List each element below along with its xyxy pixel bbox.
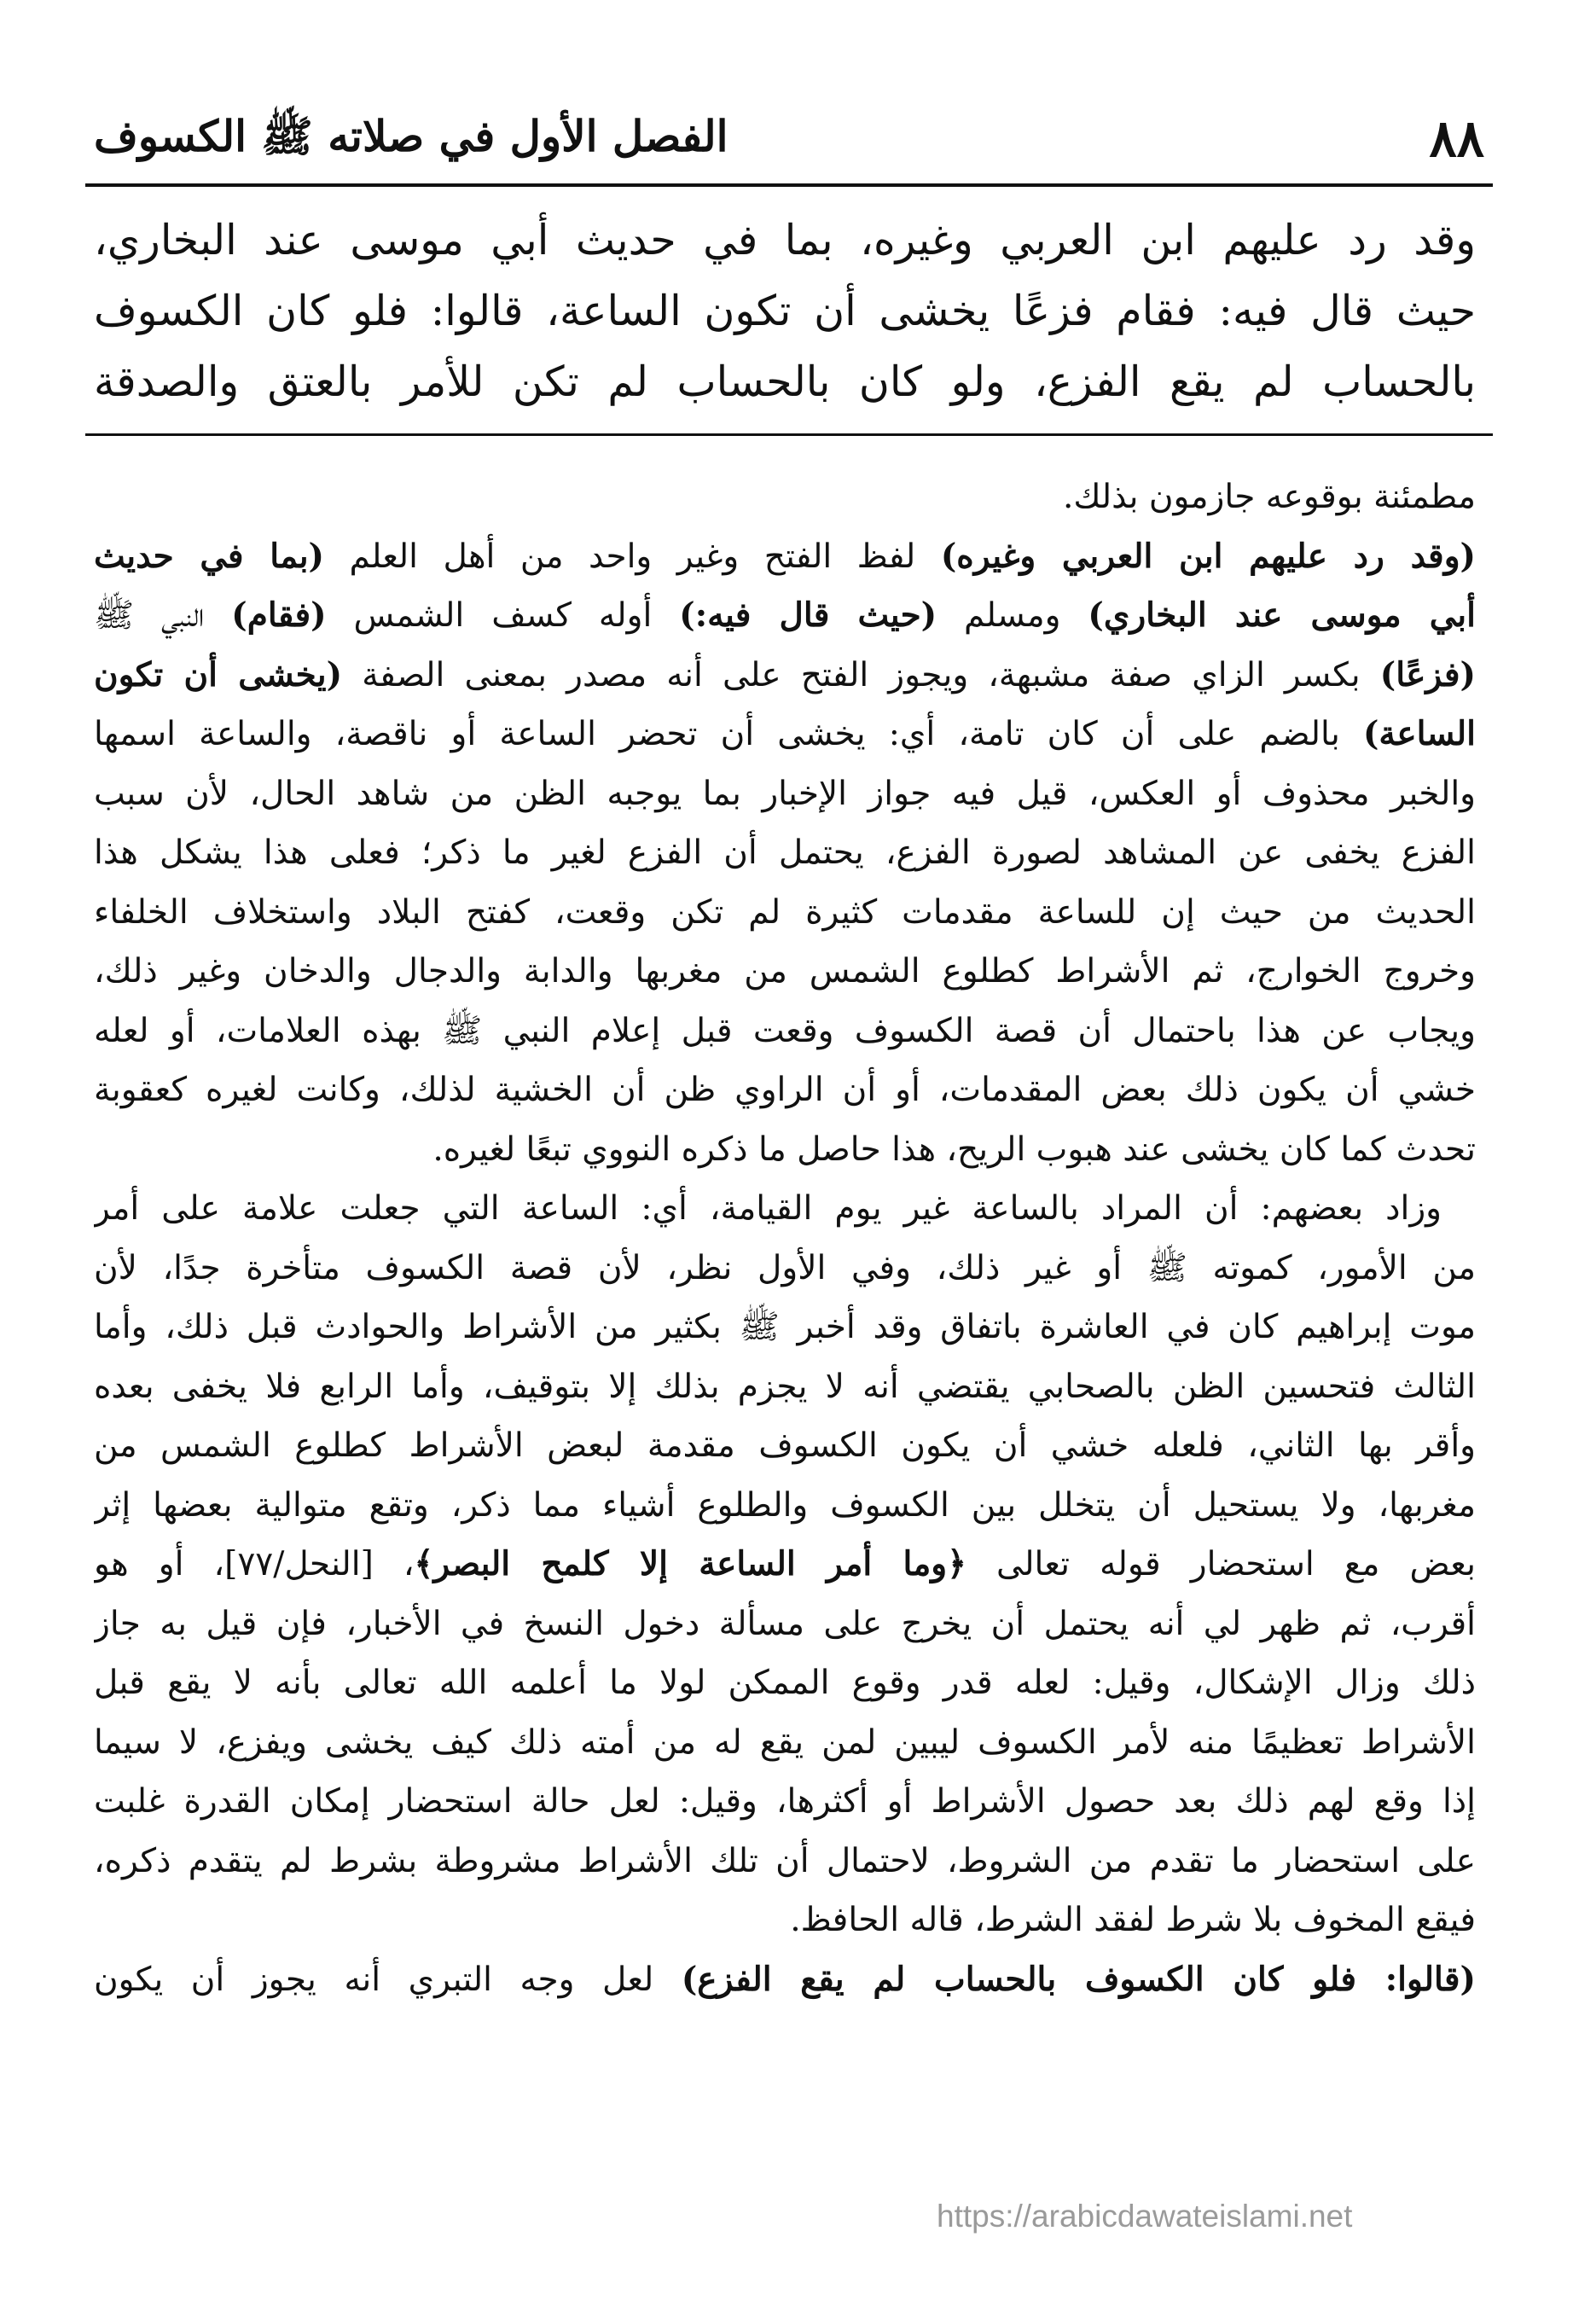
- quoted-phrase: (فقام): [231, 596, 327, 635]
- main-text-line: حيث قال فيه: فقام فزعًا يخشى أن تكون الساعة، قالوا: فلو كان الكسوف: [94, 287, 1476, 335]
- quoted-phrase: (يخشى أن تكون: [94, 654, 343, 694]
- commentary-line: مغربها، ولا يستحيل أن يتخلل بين الكسوف والطلوع أشياء مما ذكر، وتقع متوالية بعضها إثر: [94, 1485, 1476, 1525]
- commentary-line: من الأمور، كموته ﷺ أو غير ذلك، وفي الأول نظر، لأن قصة الكسوف متأخرة جدًا، لأن: [94, 1248, 1476, 1287]
- quoted-phrase: (قالوا: فلو كان الكسوف بالحساب لم يقع الفزع): [681, 1959, 1476, 1999]
- commentary-line: وزاد بعضهم: أن المراد بالساعة غير يوم القيامة، أي: الساعة التي جعلت علامة على أمر: [94, 1189, 1442, 1228]
- commentary-segment: أوله كسف الشمس: [326, 596, 680, 635]
- commentary-line: الأشراط تعظيمًا منه لأمر الكسوف ليبين لمن يقع له من أمته ذلك كيف يخشى ويفزع، لا سيما: [94, 1723, 1476, 1762]
- commentary-line: على استحضار ما تقدم من الشروط، لاحتمال أن تلك الأشراط مشروطة بشرط لم يتقدم ذكره،: [94, 1841, 1476, 1880]
- page-header: [94, 102, 1484, 188]
- quoted-phrase: (فزعًا): [1379, 654, 1476, 694]
- commentary-text: [94, 468, 1476, 2009]
- commentary-line: أقرب، ثم ظهر لي أنه يحتمل أن يخرج على مسألة دخول النسخ في الأخبار، فإن قيل به جاز: [94, 1604, 1476, 1643]
- page-number: ٨٨: [1429, 109, 1484, 169]
- commentary-line: [94, 1535, 1476, 1595]
- commentary-line: موت إبراهيم كان في العاشرة باتفاق وقد أخبر ﷺ بكثير من الأشراط والحوادث قبل ذلك، وأما: [94, 1308, 1476, 1346]
- commentary-line: ذلك وزال الإشكال، وقيل: لعله قدر وقوع الممكن لولا ما أعلمه الله تعالى بأنه لا يقع قبل: [94, 1664, 1476, 1702]
- quoted-phrase: (بما في حديث: [94, 536, 325, 576]
- header-rule: [85, 183, 1493, 187]
- commentary-segment: لفظ الفتح وغير واحد من أهل العلم: [324, 537, 941, 576]
- commentary-line: إذا وقع لهم ذلك بعد حصول الأشراط أو أكثرها، وقيل: لعل حالة استحضار إمكان القدرة غلبت: [94, 1782, 1476, 1821]
- commentary-segment: لعل وجه التبري أنه يجوز أن يكون: [94, 1960, 682, 1999]
- commentary-line: ويجاب عن هذا باحتمال أن قصة الكسوف وقعت قبل إعلام النبي ﷺ بهذه العلامات، أو لعله: [94, 1011, 1476, 1050]
- commentary-line: خشي أن يكون ذلك بعض المقدمات، أو أن الراوي ظن أن الخشية لذلك، وكانت لغيره كعقوبة: [94, 1071, 1476, 1109]
- commentary-line: مطمئنة بوقوعه جازمون بذلك.: [1062, 478, 1476, 516]
- commentary-line: والخبر محذوف أو العكس، قيل فيه جواز الإخبار بما يوجبه الظن من شاهد الحال، لأن سبب: [94, 774, 1476, 813]
- commentary-segment: بالضم على أن كان تامة، أي: يخشى أن تحضر الساعة أو ناقصة، والساعة اسمها: [94, 715, 1363, 753]
- commentary-segment: بعض مع استحضار قوله تعالى: [966, 1545, 1476, 1583]
- main-text: [94, 205, 1476, 417]
- commentary-line: تحدث كما كان يخشى عند هبوب الريح، هذا حاصل ما ذكره النووي تبعًا لغيره.: [432, 1130, 1476, 1169]
- quoted-phrase: (حيث قال فيه:): [679, 596, 937, 635]
- commentary-line: الثالث فتحسين الظن بالصحابي يقتضي أنه لا يجزم بذلك إلا بتوقيف، وأما الرابع فلا يخفى بعده: [94, 1367, 1476, 1406]
- commentary-line: وأقر بها الثاني، فلعله خشي أن يكون الكسوف مقدمة لبعض الأشراط كطلوع الشمس من: [94, 1426, 1476, 1465]
- commentary-line: فيقع المخوف بلا شرط لفقد الشرط، قاله الحافظ.: [790, 1901, 1476, 1939]
- commentary-segment: ، [النحل/٧٧]، أو هو: [94, 1545, 415, 1583]
- commentary-line: [94, 705, 1476, 764]
- chapter-title: الفصل الأول في صلاته ﷺ الكسوف: [94, 111, 728, 161]
- commentary-line: الفزع يخفى عن المشاهد لصورة الفزع، يحتمل أن الفزع لغير ما ذكر؛ فعلى هذا يشكل هذا: [94, 834, 1476, 872]
- watermark-url: https://arabicdawateislami.net: [937, 2199, 1353, 2234]
- separator-rule: [85, 433, 1493, 436]
- main-text-line: وقد رد عليهم ابن العربي وغيره، بما في حديث أبي موسى عند البخاري،: [94, 216, 1476, 264]
- commentary-line: [94, 1950, 1476, 2010]
- commentary-line: [94, 586, 1476, 646]
- commentary-segment: ومسلم: [937, 596, 1088, 635]
- commentary-line: [94, 646, 1476, 706]
- commentary-segment: بكسر الزاي صفة مشبهة، ويجوز الفتح على أنه مصدر بمعنى الصفة: [342, 655, 1380, 694]
- quoted-phrase: (وقد رد عليهم ابن العربي وغيره): [940, 536, 1476, 576]
- commentary-segment: النبي ﷺ: [94, 596, 232, 635]
- quran-verse: ﴿وما أمر الساعة إلا كلمح البصر﴾: [414, 1544, 966, 1583]
- commentary-line: الحديث من حيث إن للساعة مقدمات كثيرة لم تكن وقعت، كفتح البلاد واستخلاف الخلفاء: [94, 892, 1476, 932]
- quoted-phrase: الساعة): [1362, 714, 1476, 753]
- commentary-line: [94, 527, 1476, 587]
- main-text-line: بالحساب لم يقع الفزع، ولو كان بالحساب لم تكن للأمر بالعتق والصدقة: [94, 357, 1476, 406]
- commentary-line: وخروج الخوارج، ثم الأشراط كطلوع الشمس من مغربها والدابة والدجال والدخان وغير ذلك،: [94, 952, 1476, 991]
- quoted-phrase: أبي موسى عند البخاري): [1088, 596, 1476, 635]
